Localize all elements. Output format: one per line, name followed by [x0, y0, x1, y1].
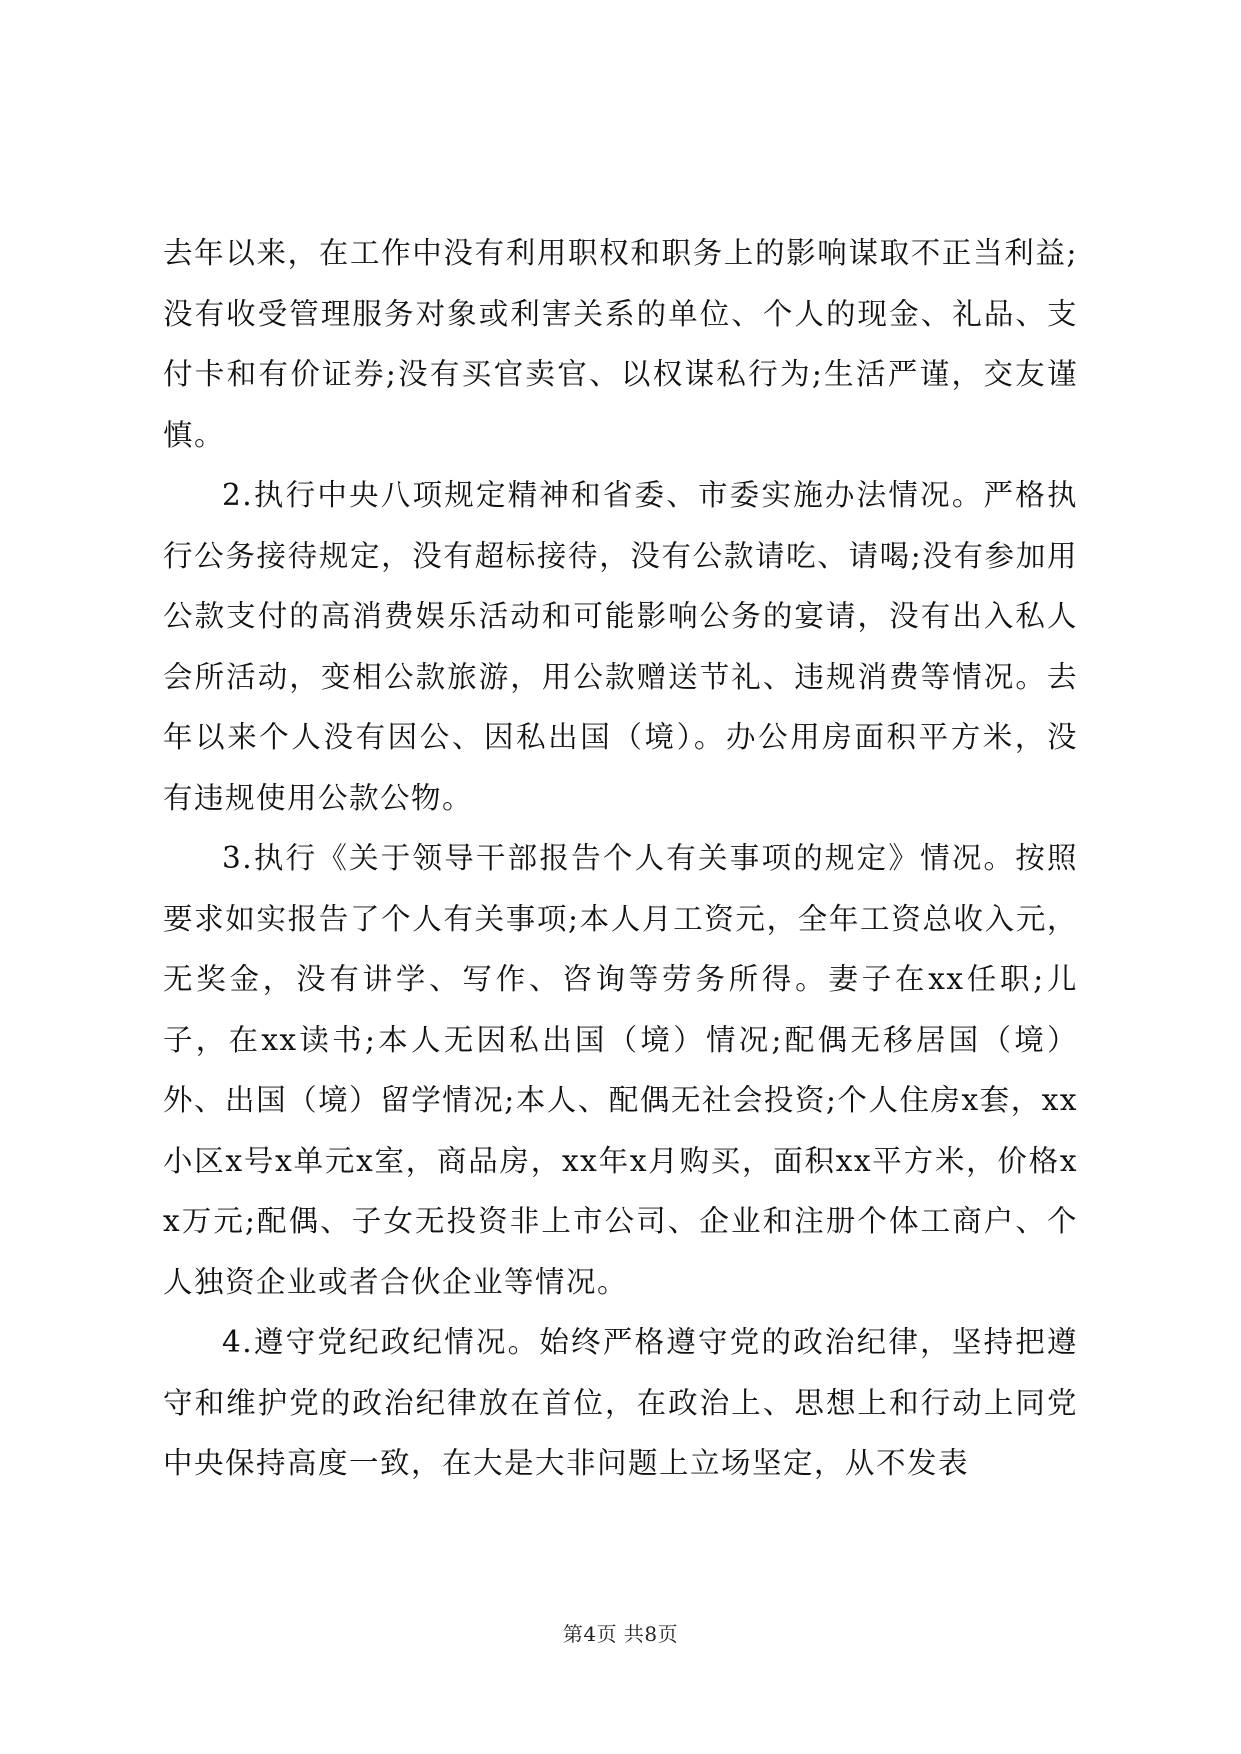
paragraph-3: 3.执行《关于领导干部报告个人有关事项的规定》情况。按照要求如实报告了个人有关事项;本人月工资元，全年工资总收入元，无奖金，没有讲学、写作、咨询等劳务所得。妻子在xx任职;儿子，在xx读书;本人无因私出国（境）情况;配偶无移居国（境）外、出国（境）留学情况;本人、配偶无社会投资;个人住房x套，xx小区x号x单元x室，商品房，xx年x月购买，面积xx平方米，价格xx万元;配偶、子女无投资非上市公司、企业和注册个体工商户、个人独资企业或者合伙企业等情况。 — [163, 841, 1078, 1299]
document-body — [163, 223, 1078, 1494]
page-number-footer: 第4页 共8页 — [562, 1622, 679, 1646]
paragraph-4: 4.遵守党纪政纪情况。始终严格遵守党的政治纪律，坚持把遵守和维护党的政治纪律放在首位，在政治上、思想上和行动上同党中央保持高度一致，在大是大非问题上立场坚定，从不发表 — [163, 1325, 1078, 1480]
paragraph-2: 2.执行中央八项规定精神和省委、市委实施办法情况。严格执行公务接待规定，没有超标接待，没有公款请吃、请喝;没有参加用公款支付的高消费娱乐活动和可能影响公务的宴请，没有出入私人会所活动，变相公款旅游，用公款赠送节礼、违规消费等情况。去年以来个人没有因公、因私出国（境）。办公用房面积平方米，没有违规使用公款公物。 — [163, 478, 1078, 815]
paragraph-1: 去年以来，在工作中没有利用职权和职务上的影响谋取不正当利益;没有收受管理服务对象或利害关系的单位、个人的现金、礼品、支付卡和有价证券;没有买官卖官、以权谋私行为;生活严谨，交友谨慎。 — [163, 236, 1078, 452]
